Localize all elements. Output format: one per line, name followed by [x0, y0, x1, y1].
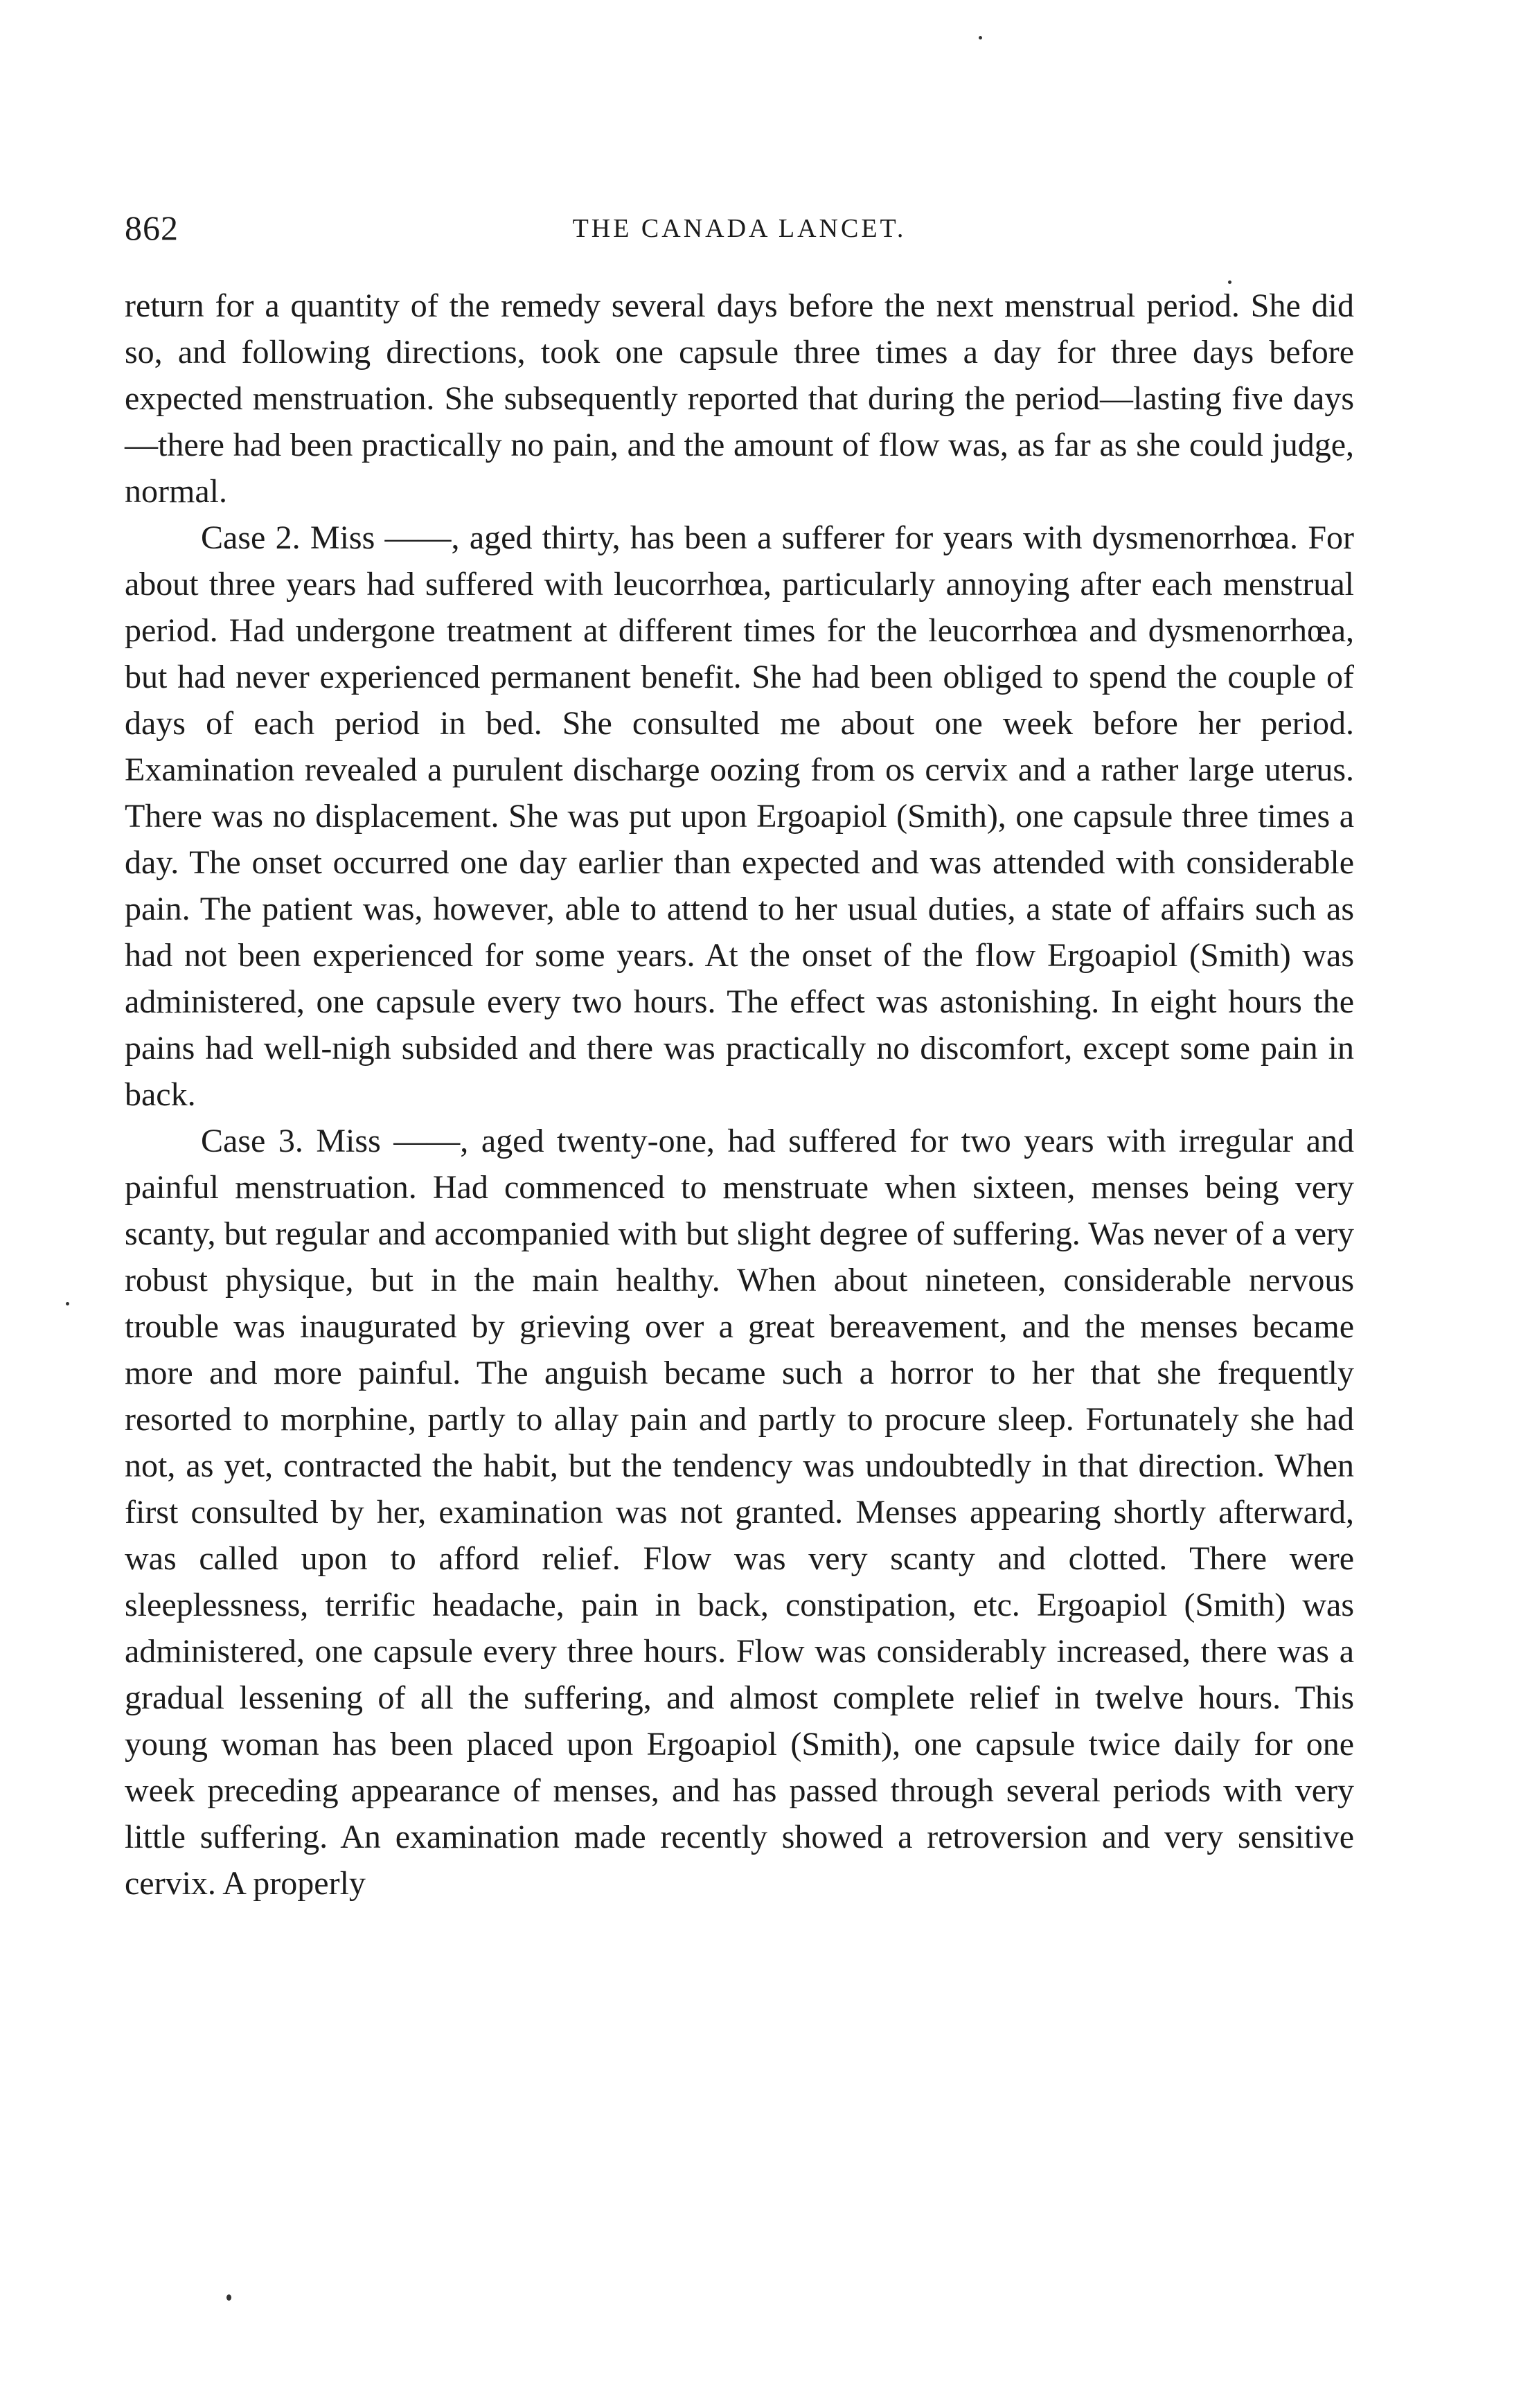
paragraph-case-2: Case 2. Miss ——, aged thirty, has been a sufferer for years with dysmenorrhœa. For about three years had suffered with leucorrhœa, particularly annoying after each menstrual period. Had undergone treatment at different times for the leucorrhœa and dysmenorrhœa, but had never experienced permanent benefit. She had been obliged to spend the couple of days of each period in bed. She consulted me about one week before her period. Examination revealed a purulent discharge oozing from os cervix and a rather large uterus. There was no displacement. She was put upon Ergoapiol (Smith), one capsule three times a day. The onset occurred one day earlier than expected and was attended with considerable pain. The patient was, however, able to attend to her usual duties, a state of affairs such as had not been experienced for some years. At the onset of the flow Ergoapiol (Smith) was administered, one capsule every two hours. The effect was astonishing. In eight hours the pains had well-nigh subsided and there was practically no discomfort, except some pain in back. [125, 519, 1354, 1113]
print-speck [226, 2294, 231, 2301]
page-number: 862 [125, 208, 179, 247]
print-speck [1228, 280, 1231, 284]
print-speck [66, 1302, 69, 1305]
print-speck [979, 36, 982, 39]
page-header [125, 208, 1354, 249]
paragraph-case-3: Case 3. Miss ——, aged twenty-one, had suffered for two years with irregular and painful menstruation. Had commenced to menstruate when sixteen, menses being very scanty, but regular and accompanied with but slight degree of suffering. Was never of a very robust physique, but in the main healthy. When about nineteen, considerable nervous trouble was inaugurated by grieving over a great bereavement, and the menses became more and more painful. The anguish became such a horror to her that she frequently resorted to morphine, partly to allay pain and partly to procure sleep. Fortunately she had not, as yet, contracted the habit, but the tendency was undoubtedly in that direction. When first consulted by her, examination was not granted. Menses appearing shortly afterward, was called upon to afford relief. Flow was very scanty and clotted. There were sleeplessness, terrific headache, pain in back, constipation, etc. Ergoapiol (Smith) was administered, one capsule every three hours. Flow was considerably increased, there was a gradual lessening of all the suffering, and almost complete relief in twelve hours. This young woman has been placed upon Ergoapiol (Smith), one capsule twice daily for one week preceding appearance of menses, and has passed through several periods with very little suffering. An examination made recently showed a retroversion and very sensitive cervix. A properly [125, 1123, 1354, 1902]
paragraph-continuation: return for a quantity of the remedy several days before the next menstrual period. She did so, and following directions, took one capsule three times a day for three days before expected menstruation. She subsequently reported that during the period—lasting five days—there had been practically no pain, and the amount of flow was, as far as she could judge, normal. [125, 287, 1354, 510]
article-body [125, 283, 1354, 1907]
running-head: THE CANADA LANCET. [572, 214, 907, 243]
